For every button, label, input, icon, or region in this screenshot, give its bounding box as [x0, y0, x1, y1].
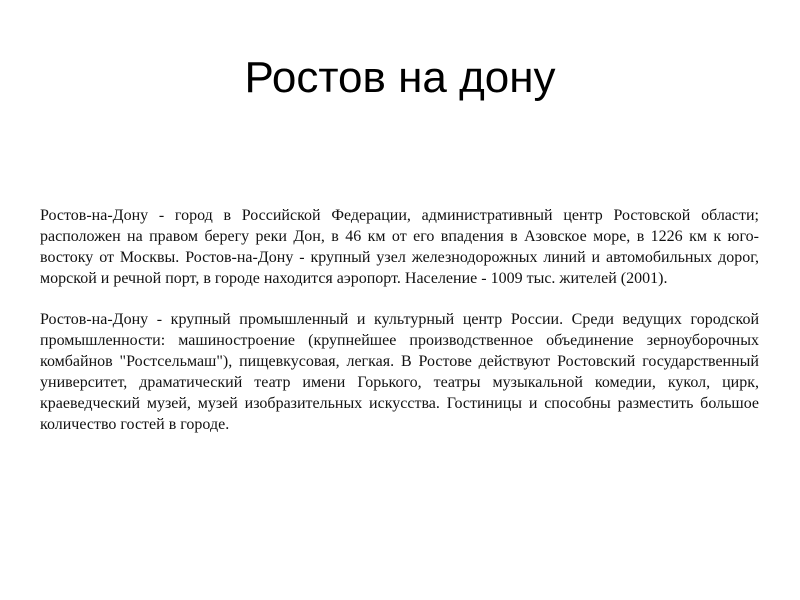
paragraph-industry-culture: Ростов-на-Дону - крупный промышленный и культурный центр России. Среди ведущих городской промышленности: машиностроение (крупнейшее производственное объединение зерноуборочных комбайнов "Ростсельмаш"), пищевкусовая, легкая. В Ростове действуют Ростовский государственный университет, драматический театр имени Горького, театры музыкальной комедии, кукол, цирк, краеведческий музей, музей изобразительных искусства. Гостиницы и способны разместить большое количество гостей в городе. [40, 311, 759, 433]
slide-title: Ростов на дону [244, 53, 556, 102]
paragraph-intro: Ростов-на-Дону - город в Российской Федерации, административный центр Ростовской области; расположен на правом берегу реки Дон, в 46 км от его впадения в Азовское море, в 1226 км к юго-востоку от Москвы. Ростов-на-Дону - крупный узел железнодорожных линий и автомобильных дорог, морской и речной порт, в городе находится аэропорт. Население - 1009 тыс. жителей (2001). [40, 207, 759, 287]
slide-body [40, 205, 759, 455]
